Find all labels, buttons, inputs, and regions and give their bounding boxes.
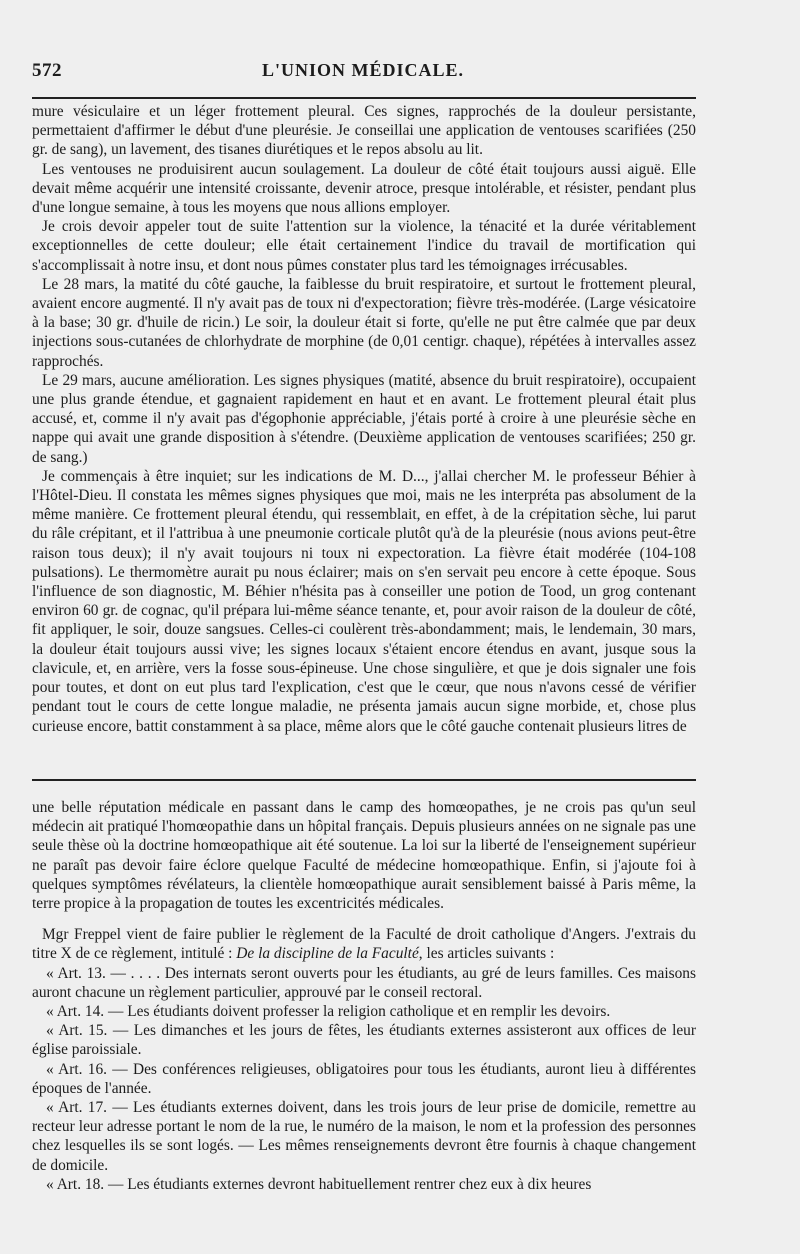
page-number: 572: [32, 60, 62, 81]
main-paragraph: Les ventouses ne produisirent aucun soulagement. La douleur de côté était toujours aussi aiguë. Elle devait même acquérir une intensité croissante, devenir atroce, presque intolérable, et résister, pendant plus d'une longue semaine, à tous les moyens que nous allions employer.: [32, 160, 696, 217]
regulation-article: « Art. 13. — . . . . Des internats seront ouverts pour les étudiants, au gré de leurs familles. Ces maisons auront chacune un règlement particulier, approuvé par le conseil rectoral.: [32, 964, 696, 1001]
regulation-article: « Art. 14. — Les étudiants doivent professer la religion catholique et en remplir les devoirs.: [46, 1003, 611, 1021]
main-paragraph: Je commençais à être inquiet; sur les indications de M. D..., j'allai chercher M. le professeur Béhier à l'Hôtel-Dieu. Il constata les mêmes signes physiques que moi, mais ne les interpréta pas absolument de la même manière. Ce frottement pleural étendu, qui ressemblait, en effet, à de la crépitation sèche, lui parut du râle crépitant, et il l'attribua à une pneumonie corticale plutôt qu'à de la pleurésie (nous avions peut-être raison tous deux); il n'y avait toujours ni toux ni expectoration. La fièvre était modérée (104-108 pulsations). Le thermomètre aurait pu nous éclairer; mais on s'en servait peu encore à cette époque. Sous l'influence de son diagnostic, M. Béhier n'hésita pas à conseiller une potion de Tood, un grog contenant environ 60 gr. de cognac, qu'il prépara lui-même séance tenante, et, pour avoir raison de la douleur de côté, fit appliquer, le soir, douze sangsues. Celles-ci coulèrent très-abondamment; mais, le lendemain, 30 mars, la douleur était toujours aussi vive; les signes locaux s'étaient encore étendus en avant, jusque sous la clavicule, et, en arrière, vers la fosse sous-épineuse. Une chose singulière, et que je dois signaler une fois pour toutes, et dont on eut plus tard l'explication, c'est que le cœur, que nous n'avons cessé de vérifier pendant tout le cours de cette longue maladie, ne présenta jamais aucun signe morbide, et, chose plus curieuse encore, battit constamment à sa place, même alors que le côté gauche contenait plusieurs litres de: [32, 467, 696, 735]
main-paragraph: Le 29 mars, aucune amélioration. Les signes physiques (matité, absence du bruit respiratoire), occupaient une plus grande étendue, et gagnaient rapidement en haut et en avant. Le frottement pleural était plus accusé, et, comme il n'y avait pas d'égophonie appréciable, j'étais porté à croire à une pleurésie sèche en nappe qui avait une grande disposition à s'étendre. (Deuxième application de ventouses scarifiées; 250 gr. de sang.): [32, 371, 696, 466]
main-paragraph: mure vésiculaire et un léger frottement pleural. Ces signes, rapprochés de la douleur persistante, permettaient d'affirmer le début d'une pleurésie. Je conseillai une application de ventouses scarifiées (250 gr. de sang), un lavement, des tisanes diurétiques et le repos absolu au lit.: [32, 103, 696, 159]
header-rule: [32, 97, 696, 99]
regulation-article: « Art. 15. — Les dimanches et les jours de fêtes, les étudiants externes assisteront aux offices de leur église paroissiale.: [32, 1022, 696, 1059]
regulation-article: « Art. 18. — Les étudiants externes devront habituellement rentrer chez eux à dix heures: [46, 1175, 592, 1193]
regulation-article: « Art. 17. — Les étudiants externes doivent, dans les trois jours de leur prise de domicile, remettre au recteur leur adresse portant le nom de la rue, le numéro de la maison, le nom et la profession des personnes chez lesquelles ils se sont logés. — Les mêmes renseignements devront être fournis à chaque changement de domicile.: [32, 1099, 696, 1174]
feuilleton-intro-text: Mgr Freppel vient de faire publier le règlement de la Faculté de droit catholique d'Angers. J'extrais du titre X de ce règlement, intitulé :: [32, 926, 696, 963]
feuilleton-paragraph: [32, 925, 696, 963]
feuilleton-intro-end: , les articles suivants :: [418, 945, 555, 963]
regulation-article: « Art. 16. — Des conférences religieuses, obligatoires pour tous les étudiants, auront lieu à différentes époques de l'année.: [32, 1060, 696, 1097]
running-title: L'UNION MÉDICALE.: [261, 60, 465, 80]
feuilleton: [32, 798, 696, 1194]
regulation-title: De la discipline de la Faculté: [236, 945, 419, 963]
page-header: [32, 60, 694, 88]
feuilleton-paragraph: une belle réputation médicale en passant dans le camp des homœopathes, je ne crois pas qu'un seul médecin ait pratiqué l'homœopathie dans un hôpital français. Depuis plusieurs années on ne signale pas une seule thèse où la doctrine homœopathique ait été soutenue. La loi sur la liberté de l'enseignement supérieur ne paraît pas devoir faire éclore quelque Faculté de médecine homœopathique. Enfin, si j'ajoute foi à quelques symptômes révélateurs, la clientèle homœopathique aurait sensiblement baissé à Paris même, la terre propice à la propagation de toutes les excentricités médicales.: [32, 799, 696, 913]
feuilleton-separator: [32, 779, 696, 781]
main-paragraph: Le 28 mars, la matité du côté gauche, la faiblesse du bruit respiratoire, et surtout le frottement pleural, avaient encore augmenté. Il n'y avait pas de toux ni d'expectoration; fièvre très-modérée. (Large vésicatoire à la base; 30 gr. d'huile de ricin.) Le soir, la douleur était si forte, qu'elle ne put être calmée que par deux injections sous-cutanées de chlorhydrate de morphine (de 0,01 centigr. chaque), répétées à intervalles assez rapprochés.: [32, 275, 696, 370]
main-body: [32, 102, 696, 736]
main-paragraph: Je crois devoir appeler tout de suite l'attention sur la violence, la ténacité et la durée véritablement exceptionnelles de cette douleur; elle était certainement l'indice du travail de mortification qui s'accomplissait à notre insu, et dont nous pûmes constater plus tard les témoignages irrécusables.: [32, 218, 696, 274]
